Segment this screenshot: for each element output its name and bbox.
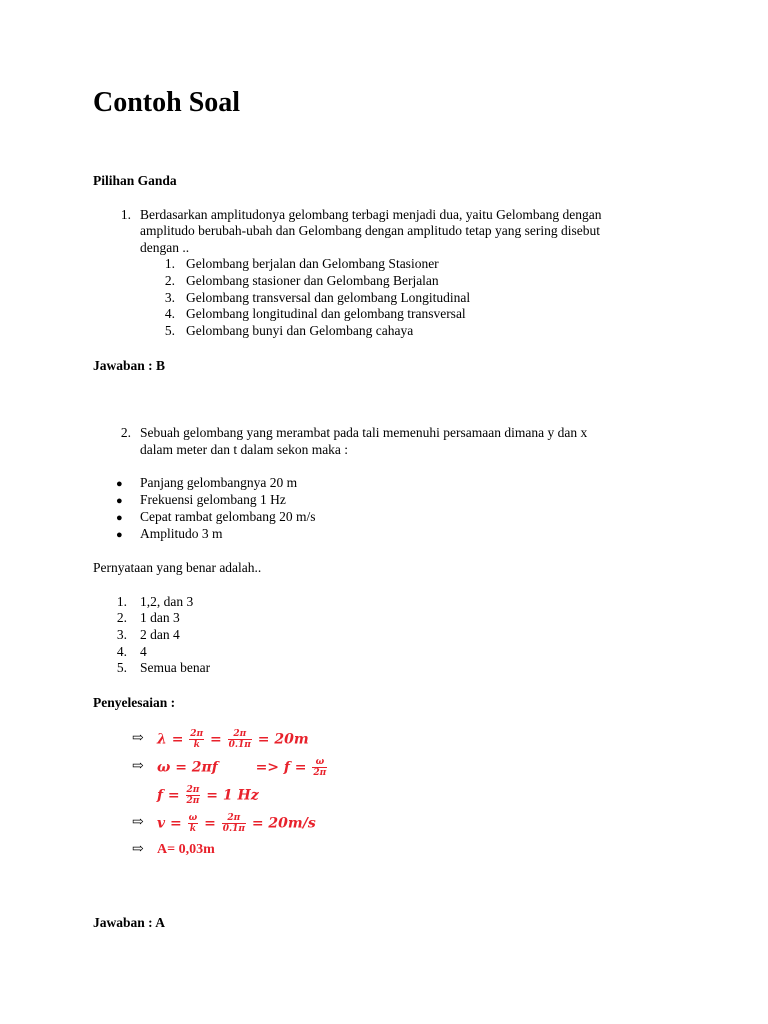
question-number: 2. — [120, 425, 131, 440]
question-line: dalam meter dan t dalam sekon maka : — [140, 442, 349, 457]
question-line: Sebuah gelombang yang merambat pada tali memenuhi persamaan dimana y dan x — [140, 425, 588, 440]
question-number: 1. — [120, 207, 131, 222]
option-number: 3. — [116, 627, 127, 642]
bullet-icon: ● — [116, 495, 123, 507]
question-line: Berdasarkan amplitudonya gelombang terbagi menjadi dua, yaitu Gelombang dengan — [140, 207, 602, 222]
option-number: 5. — [164, 323, 175, 338]
bullet-text: Cepat rambat gelombang 20 m/s — [140, 509, 316, 524]
option-number: 2. — [116, 610, 127, 625]
page-title: Contoh Soal — [93, 87, 241, 118]
option-number: 4. — [164, 306, 175, 321]
solution-line-velocity: v = $\frac{\omega}{k}$ = $\frac{2\pi}{0.1\pi}$ = 20m/s — [157, 813, 316, 834]
right-arrow-icon: ⇨ — [132, 842, 144, 857]
bullet-text: Frekuensi gelombang 1 Hz — [140, 492, 286, 507]
option-text: Gelombang bunyi dan Gelombang cahaya — [186, 323, 414, 338]
option-number: 1. — [116, 594, 127, 609]
bullet-text: Amplitudo 3 m — [140, 526, 223, 541]
option-number: 5. — [116, 660, 127, 675]
option-number: 1. — [164, 256, 175, 271]
option-number: 4. — [116, 644, 127, 659]
solution-line-wavelength: λ = $\frac{2\pi}{k}$ = $\frac{2\pi}{0.1\pi}$ = 20m — [157, 729, 309, 750]
solution-line-omega: ω = 2πf => f = $\frac{\omega}{2\pi}$ — [157, 757, 327, 778]
solution-line-frequency: f = $\frac{2\pi}{2\pi}$ = 1 Hz — [157, 785, 259, 806]
bullet-icon: ● — [116, 512, 123, 524]
solution-label: Penyelesaian : — [93, 695, 176, 710]
option-text: Gelombang transversal dan gelombang Longitudinal — [186, 290, 471, 305]
right-arrow-icon: ⇨ — [132, 759, 144, 774]
option-text: Gelombang longitudinal dan gelombang transversal — [186, 306, 466, 321]
question-line: dengan .. — [140, 240, 190, 255]
statement-prompt: Pernyataan yang benar adalah.. — [93, 560, 262, 575]
option-text: 4 — [140, 644, 147, 659]
option-text: 1,2, dan 3 — [140, 594, 194, 609]
option-text: 1 dan 3 — [140, 610, 180, 625]
answer-2: Jawaban : A — [93, 915, 166, 930]
option-text: Gelombang berjalan dan Gelombang Stasioner — [186, 256, 439, 271]
solution-line-amplitude: A= 0,03m — [157, 842, 215, 857]
option-number: 3. — [164, 290, 175, 305]
answer-1: Jawaban : B — [93, 358, 166, 373]
bullet-icon: ● — [116, 529, 123, 541]
option-text: 2 dan 4 — [140, 627, 180, 642]
question-line: amplitudo berubah-ubah dan Gelombang dengan amplitudo tetap yang sering disebut — [140, 223, 601, 238]
option-text: Gelombang stasioner dan Gelombang Berjalan — [186, 273, 439, 288]
bullet-icon: ● — [116, 478, 123, 490]
right-arrow-icon: ⇨ — [132, 731, 144, 746]
section-label: Pilihan Ganda — [93, 173, 177, 188]
option-text: Semua benar — [140, 660, 211, 675]
right-arrow-icon: ⇨ — [132, 815, 144, 830]
bullet-text: Panjang gelombangnya 20 m — [140, 475, 298, 490]
option-number: 2. — [164, 273, 175, 288]
